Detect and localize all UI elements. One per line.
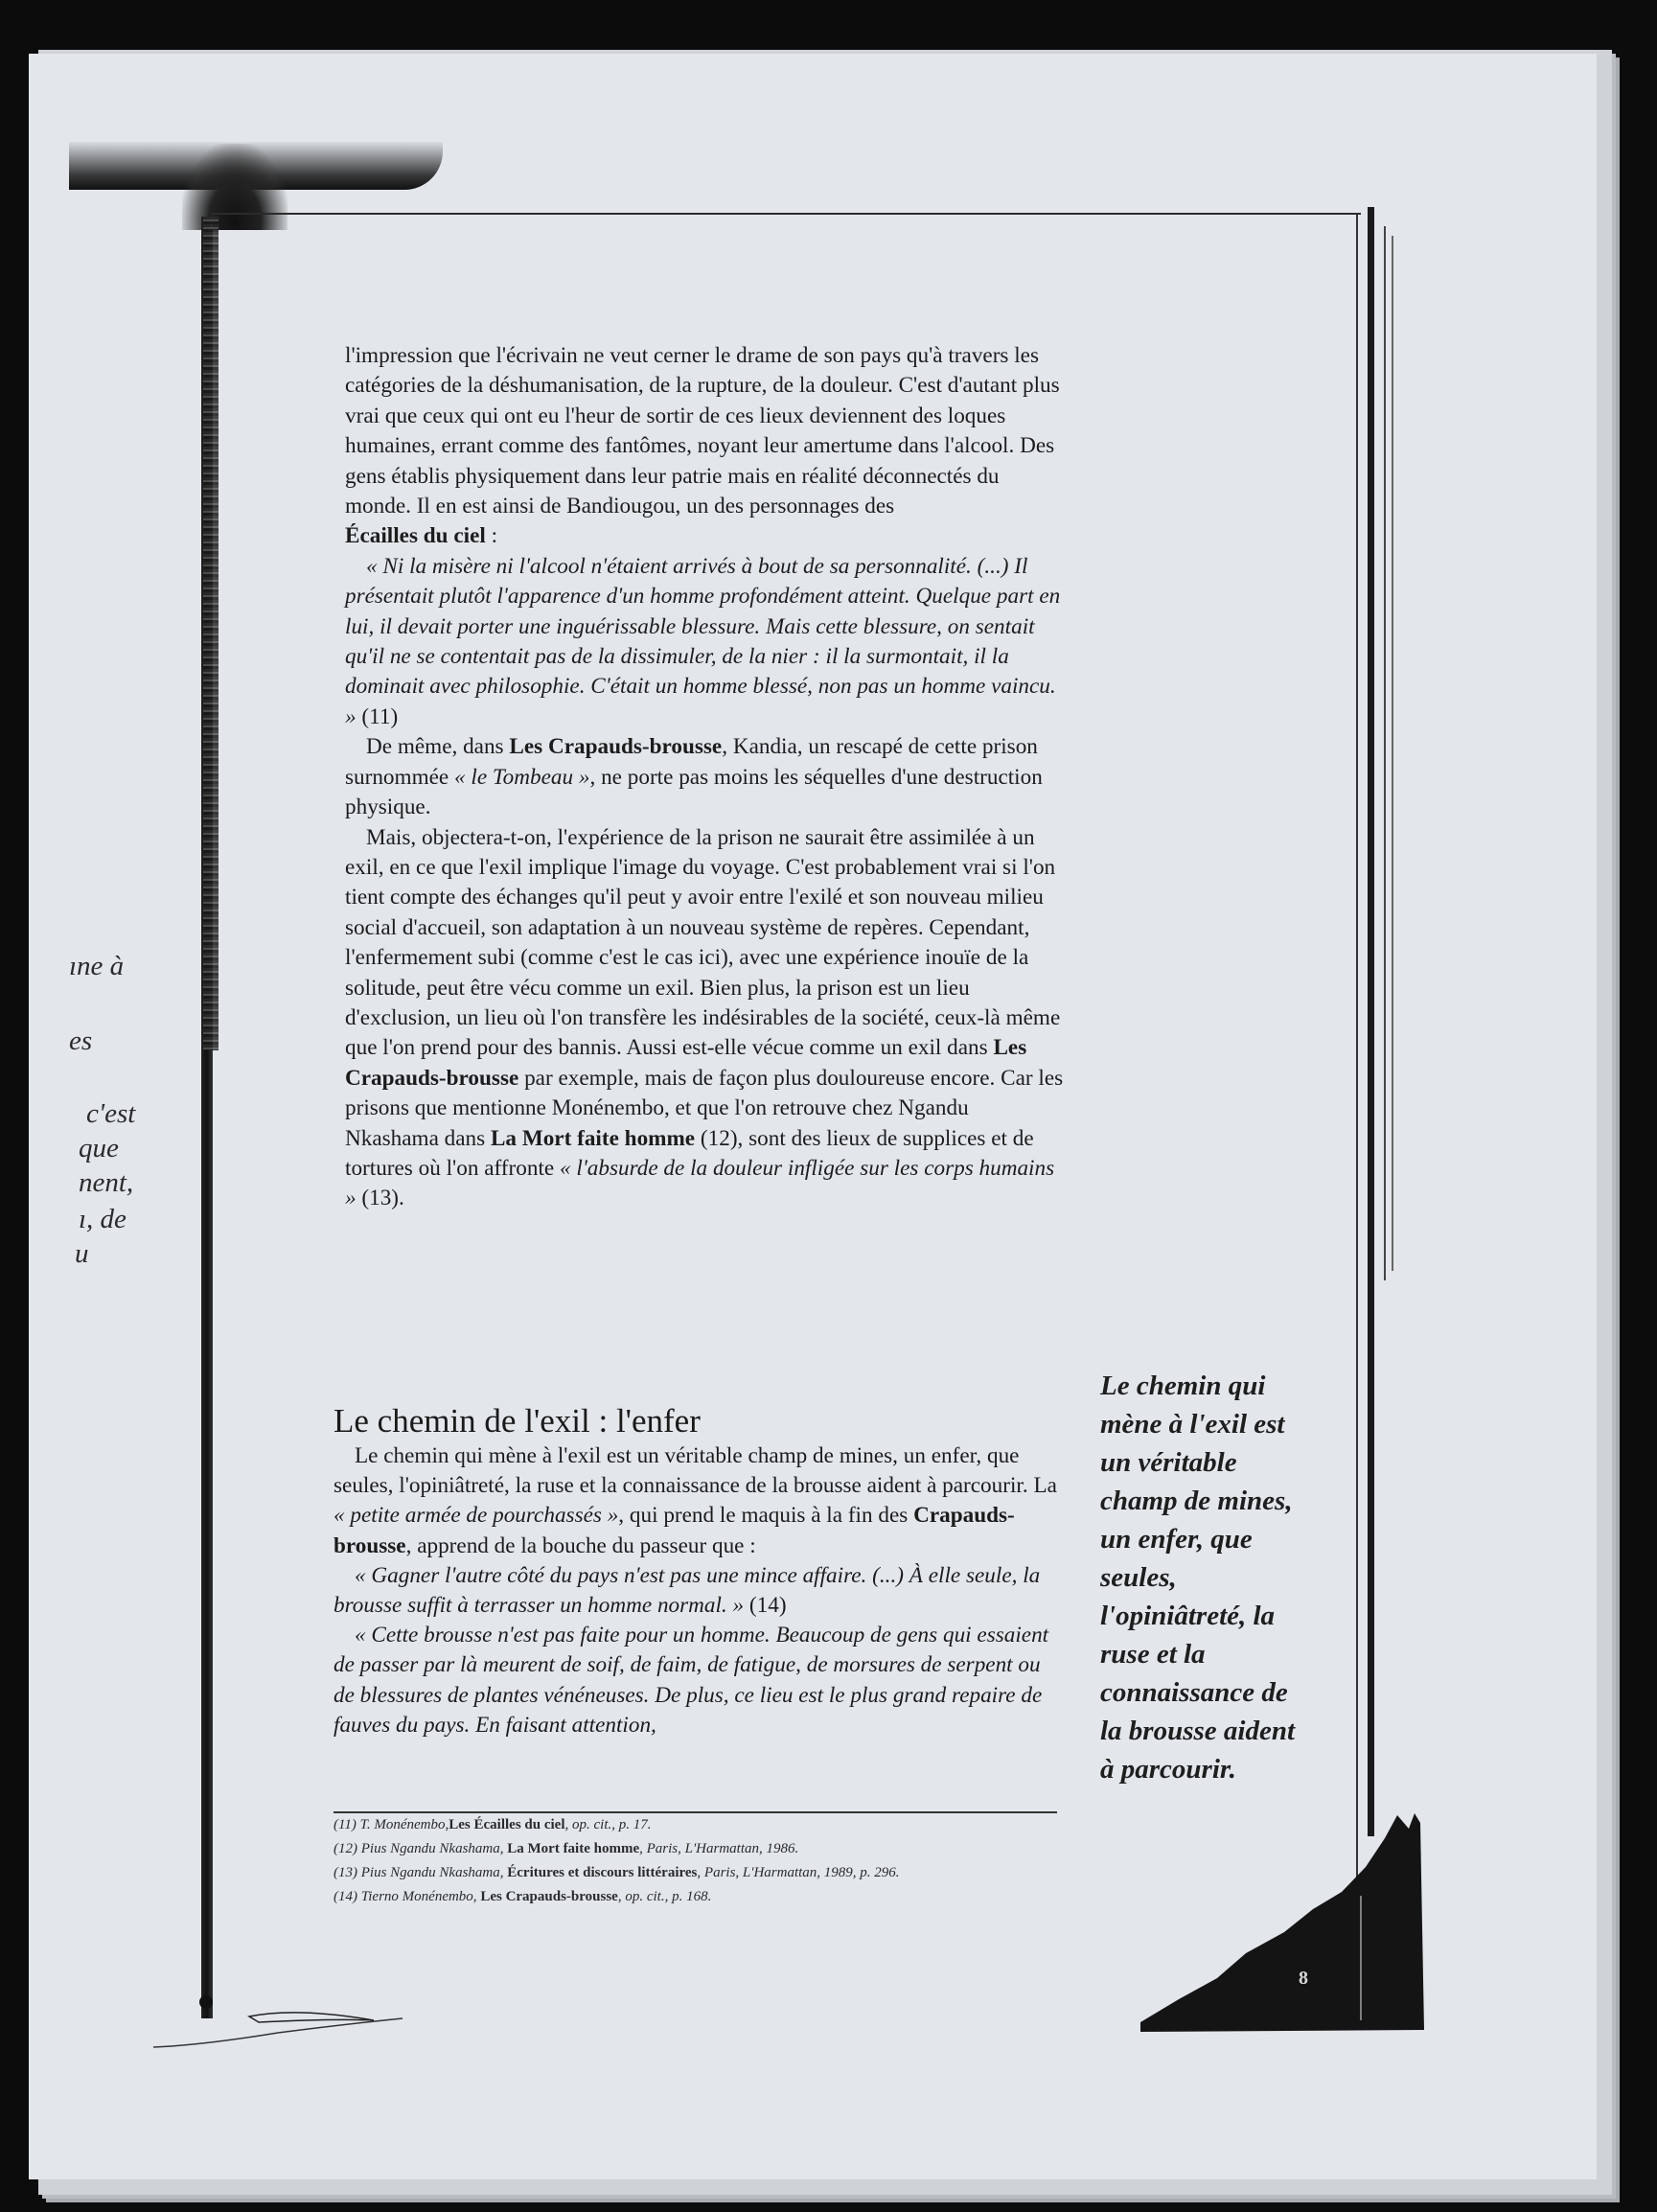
text-line: travers les catégories de la déshumanisation, de la rupture, de la: [345, 343, 1040, 399]
quoted-term: « petite armée de pourchassés »: [334, 1503, 619, 1529]
brush-frame-blot: [182, 144, 288, 230]
quoted-term: « le Tombeau »: [453, 764, 590, 790]
pull-quote: [1100, 1367, 1349, 1788]
pull-quote-line: champ de mines,: [1100, 1486, 1293, 1516]
pull-quote-line: mène à l'exil est: [1100, 1409, 1285, 1440]
footnote-text: , Paris, L'Harmattan, 1989, p. 296.: [697, 1865, 900, 1880]
footnotes: [334, 1817, 1062, 1913]
block-quote: [345, 552, 1066, 732]
footnote-title: Écritures et discours littéraires: [507, 1865, 698, 1880]
footnote-text: , op. cit., p. 17.: [564, 1817, 652, 1832]
text-line: douleur. C'est d'autant plus vrai que ceux qui ont eu l'heur de sortir: [345, 373, 1060, 428]
frame-right-line: [1384, 226, 1386, 1280]
pull-quote-line: un enfer, que: [1100, 1524, 1253, 1555]
section-text-column: [334, 1441, 1057, 1740]
pull-quote-line: ruse et la: [1100, 1639, 1206, 1670]
text-line: fantômes, noyant leur amertume dans l'alcool. Des gens établis: [345, 433, 1055, 489]
pull-quote-line: un véritable: [1100, 1447, 1237, 1478]
text-fragment: De même, dans: [366, 734, 510, 760]
footnote-text: (14) Tierno Monénembo,: [334, 1889, 481, 1904]
pull-quote-line: à parcourir.: [1100, 1754, 1236, 1785]
pull-quote-line: la brousse aident: [1100, 1716, 1296, 1746]
page-number: 8: [1299, 1968, 1308, 1989]
ghost-line: que: [79, 1133, 119, 1164]
frame-right-line: [1392, 236, 1393, 1271]
book-title: Les Crapauds-brousse: [509, 734, 723, 760]
paragraph: [345, 732, 1066, 822]
footnote: [334, 1889, 1062, 1905]
footnote-title: Les Écailles du ciel: [449, 1817, 565, 1832]
quote-line: la nier : il la surmontait, il la dominait avec philosophie. C'était un: [345, 644, 1009, 700]
brush-swoosh: [144, 1980, 431, 2057]
quote-text: « Cette brousse n'est pas faite pour un homme. Beaucoup de gens qui essaient de passer par là meurent de soif, de faim, de fatigue, de morsures de serpent ou de blessures de plantes vénéneuses. De plus, ce lieu est le plus grand repaire de fauves du pays. En faisant attention,: [334, 1623, 1049, 1738]
text-line: monde. Il en est ainsi de Bandiougou, un des personnages des: [345, 494, 895, 519]
footnote-text: , Paris, L'Harmattan, 1986.: [639, 1841, 799, 1856]
frame-right-line: [1356, 213, 1358, 1938]
book-title: Les Crapauds-brousse: [345, 1035, 1027, 1091]
text-fragment: , qui prend le maquis à la fin des: [618, 1503, 914, 1529]
footnote-rule: [334, 1811, 1057, 1813]
text-line: physiquement dans leur patrie mais en réalité déconnectés du: [454, 463, 1000, 489]
footnote-title: Les Crapauds-brousse: [480, 1889, 618, 1904]
block-quote: [334, 1621, 1057, 1740]
ghost-line: nent,: [79, 1167, 134, 1198]
citation-ref: (14): [744, 1593, 787, 1619]
text-fragment: Mais, objectera-t-on, l'expérience de la prison ne saurait être assimilée à un exil, en ce que l'exil implique l'image du voyage. C'est probablement vrai si l'on tient compte des échanges qu'il peut y avoir entre l'exilé et son nouveau milieu social d'accueil, son adaptation à un nouveau système de repères. Cependant, l'enfermement subi (comme c'est le cas ici), avec une expérience inouïe de la solitude, peut être vécu comme un exil. Bien plus, la prison est un lieu d'exclusion, un lieu où l'on transfère les indésirables de la société, ceux-là même que l'on prend pour des bannis. Aussi est-elle vécue comme un exil dans: [345, 824, 1061, 1061]
ghost-line: ıne à: [69, 951, 125, 981]
bleed-through-text: [29, 54, 144, 1395]
text-fragment: :: [485, 523, 498, 549]
text-fragment: , ne porte pas moins les séquelles d'une destruction physique.: [345, 764, 1043, 820]
paragraph: [334, 1441, 1057, 1561]
text-line: de ces lieux deviennent des loques humaines, errant comme des: [345, 403, 1006, 459]
paragraph: [345, 341, 1066, 552]
ghost-line: u: [75, 1238, 89, 1269]
quote-line: cette blessure, on sentait qu'il ne se contentait pas de la dissimuler, de: [345, 613, 1035, 670]
book-title: La Mort faite homme: [490, 1125, 696, 1151]
citation-ref: (13).: [356, 1186, 404, 1211]
quote-text: « Gagner l'autre côté du pays n'est pas une mince affaire. (...) À elle seule, la brousse suffit à terrasser un homme normal. »: [334, 1562, 1041, 1619]
footnote-text: (12) Pius Ngandu Nkashama,: [334, 1841, 508, 1856]
text-fragment: par exemple, mais de façon plus douloureuse encore. Car les prisons que mentionne Monénembo, et que l'on retrouve chez Ngandu Nkashama dans: [345, 1065, 1064, 1151]
section-heading: Le chemin de l'exil : l'enfer: [334, 1402, 701, 1440]
frame-right-line: [1368, 207, 1374, 1836]
frame-left-texture: [203, 217, 219, 1050]
book-title: Crapauds-brousse: [334, 1503, 1015, 1558]
book-title: Écailles du ciel: [345, 523, 486, 549]
paragraph: [345, 823, 1066, 1214]
footnote: [334, 1817, 1062, 1833]
footnote: [334, 1865, 1062, 1881]
quote-line: (...) Il présentait plutôt l'apparence d'un homme profondément atteint.: [345, 553, 1028, 610]
quote-line: Quelque part en lui, il devait porter une inguérissable blessure. Mais: [345, 584, 1061, 639]
pull-quote-line: Le chemin qui: [1100, 1371, 1266, 1401]
corner-ornament: [1140, 1809, 1428, 2039]
text-fragment: Le chemin qui mène à l'exil est un véritable champ de mines, un enfer, que seules, l'opiniâtreté, la ruse et la connaissance de la brousse aident à parcourir. La: [334, 1443, 1057, 1499]
footnote-title: La Mort faite homme: [507, 1841, 640, 1856]
frame-top-line: [211, 213, 1361, 215]
footnote-text: (11) T. Monénembo,: [334, 1817, 449, 1832]
quoted-term: « l'absurde de la douleur infligée sur les corps humains »: [345, 1155, 1055, 1211]
citation-ref: (11): [361, 703, 399, 729]
pull-quote-line: connaissance de: [1100, 1677, 1288, 1708]
text-fragment: (12), sont des lieux de supplices et de tortures où l'on affronte: [345, 1125, 1034, 1181]
text-fragment: , apprend de la bouche du passeur que :: [405, 1532, 756, 1558]
ghost-line: c'est: [86, 1098, 136, 1129]
block-quote: [334, 1561, 1057, 1621]
pull-quote-line: l'opiniâtreté, la: [1100, 1601, 1276, 1631]
quote-line: homme blessé, non pas un homme vaincu. »: [345, 674, 1056, 729]
document-page: [29, 54, 1597, 2179]
footnote-text: (13) Pius Ngandu Nkashama,: [334, 1865, 508, 1880]
ghost-line: es: [69, 1025, 93, 1056]
text-line: l'impression que l'écrivain ne veut cerner le drame de son pays qu'à: [345, 343, 949, 368]
pull-quote-line: seules,: [1100, 1562, 1177, 1593]
footnote-text: , op. cit., p. 168.: [617, 1889, 712, 1904]
ghost-line: ı, de: [79, 1204, 127, 1234]
main-text-column: [345, 341, 1066, 1214]
footnote: [334, 1841, 1062, 1857]
quote-line: « Ni la misère ni l'alcool n'étaient arrivés à bout de sa personnalité.: [366, 553, 978, 579]
text-fragment: , Kandia, un rescapé de cette prison surnommée: [345, 734, 1038, 790]
